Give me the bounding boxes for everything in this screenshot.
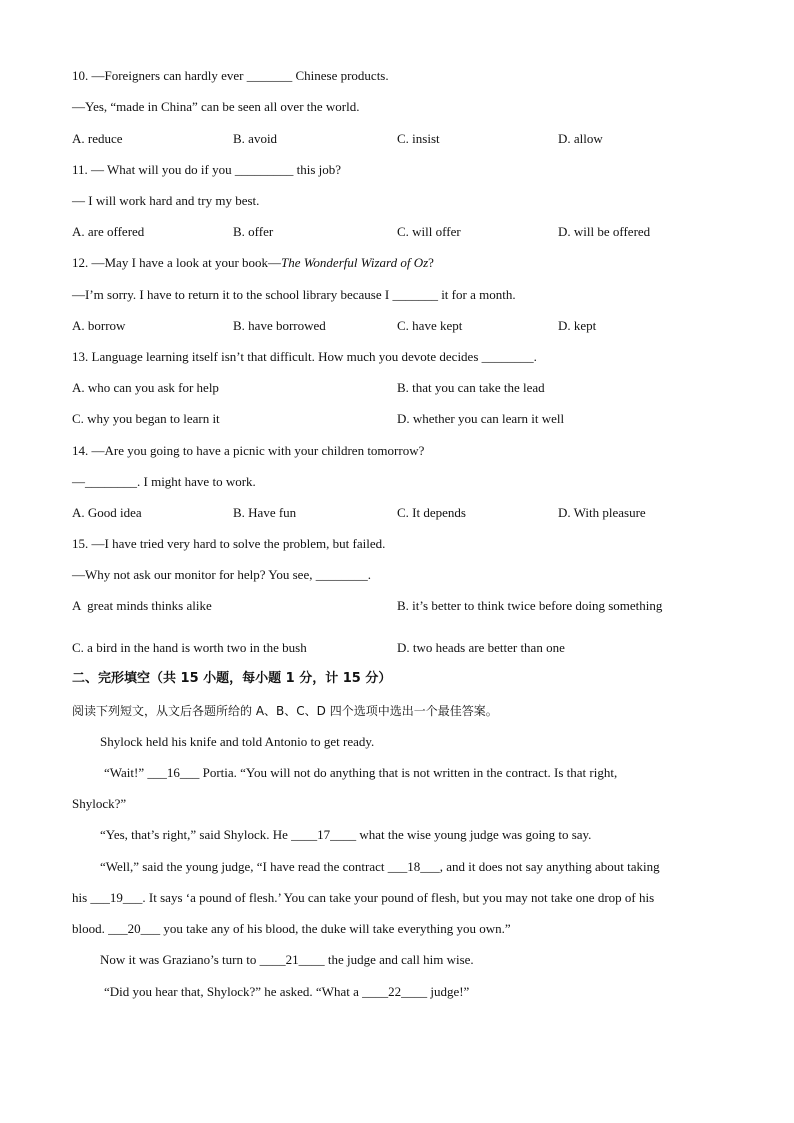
q14-option-d: D. With pleasure xyxy=(558,505,646,520)
q14-option-c: C. It depends xyxy=(397,505,466,520)
passage-line: Shylock?” xyxy=(72,796,127,811)
q12-dialog: —I’m sorry. I have to return it to the school library because I _______ it for a month. xyxy=(72,287,516,302)
q15-option-b: B. it’s better to think twice before doing something xyxy=(397,598,663,613)
q12-stem xyxy=(72,255,434,271)
q13-option-b: B. that you can take the lead xyxy=(397,380,545,395)
passage-line: “Wait!” ___16___ Portia. “You will not do anything that is not written in the contract. Is that right, xyxy=(104,765,618,780)
passage-line: “Well,” said the young judge, “I have read the contract ___18___, and it does not say anything about taking xyxy=(100,859,660,874)
q10-dialog: —Yes, “made in China” can be seen all over the world. xyxy=(72,99,360,114)
passage-line: his ___19___. It says ‘a pound of flesh.’ You can take your pound of flesh, but you may not take one drop of his xyxy=(72,890,655,905)
q10-option-d: D. allow xyxy=(558,131,603,146)
q12-stem-prefix: 12. —May I have a look at your book— xyxy=(72,255,282,270)
q13-option-d: D. whether you can learn it well xyxy=(397,411,565,426)
q13-stem: 13. Language learning itself isn’t that difficult. How much you devote decides ________. xyxy=(72,349,537,364)
passage-line: Now it was Graziano’s turn to ____21____ the judge and call him wise. xyxy=(100,952,474,967)
q10-option-c: C. insist xyxy=(397,131,440,146)
q12-option-a: A. borrow xyxy=(72,318,126,333)
q11-option-c: C. will offer xyxy=(397,224,461,239)
q11-option-b: B. offer xyxy=(233,224,274,239)
q14-dialog: —________. I might have to work. xyxy=(72,474,256,489)
passage-line: “Yes, that’s right,” said Shylock. He ____17____ what the wise young judge was going to say. xyxy=(100,827,592,842)
q11-stem: 11. — What will you do if you _________ this job? xyxy=(72,162,342,177)
passage-line: “Did you hear that, Shylock?” he asked. “What a ____22____ judge!” xyxy=(104,984,470,999)
q14-stem: 14. —Are you going to have a picnic with your children tomorrow? xyxy=(72,443,425,458)
q15-option-c: C. a bird in the hand is worth two in the bush xyxy=(72,640,307,655)
q13-option-a: A. who can you ask for help xyxy=(72,380,219,395)
q12-option-d: D. kept xyxy=(558,318,597,333)
q15-option-d: D. two heads are better than one xyxy=(397,640,565,655)
q14-option-a: A. Good idea xyxy=(72,505,142,520)
q11-dialog: — I will work hard and try my best. xyxy=(72,193,260,208)
q12-book-title: The Wonderful Wizard of Oz xyxy=(281,255,429,270)
q11-option-a: A. are offered xyxy=(72,224,145,239)
q10-stem: 10. —Foreigners can hardly ever _______ Chinese products. xyxy=(72,68,389,83)
q15-stem: 15. —I have tried very hard to solve the problem, but failed. xyxy=(72,536,386,551)
q14-option-b: B. Have fun xyxy=(233,505,297,520)
section-instruction: 阅读下列短文，从文后各题所给的 A、B、C、D 四个选项中选出一个最佳答案。 xyxy=(72,704,498,718)
q12-option-c: C. have kept xyxy=(397,318,463,333)
q10-option-a: A. reduce xyxy=(72,131,123,146)
q11-option-d: D. will be offered xyxy=(558,224,651,239)
passage-line: Shylock held his knife and told Antonio to get ready. xyxy=(100,734,375,749)
section-heading: 二、完形填空（共 15 小题，每小题 1 分，计 15 分） xyxy=(72,671,392,686)
q12-stem-suffix: ? xyxy=(428,255,434,270)
q10-option-b: B. avoid xyxy=(233,131,278,146)
q12-option-b: B. have borrowed xyxy=(233,318,326,333)
passage-line: blood. ___20___ you take any of his blood, the duke will take everything you own.” xyxy=(72,921,511,936)
q13-option-c: C. why you began to learn it xyxy=(72,411,220,426)
q15-option-a: A great minds thinks alike xyxy=(72,598,212,613)
q15-dialog: —Why not ask our monitor for help? You see, ________. xyxy=(72,567,371,582)
